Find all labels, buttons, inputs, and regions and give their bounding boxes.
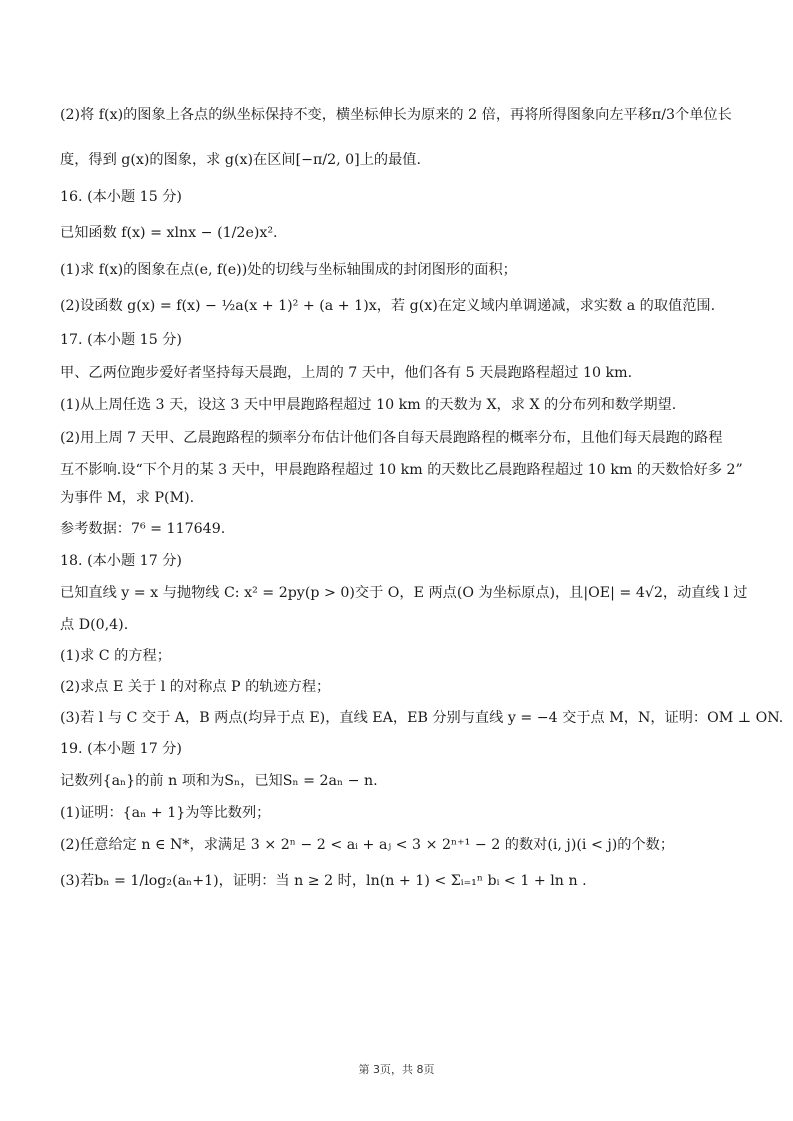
question-heading: 17. (本小题 15 分) xyxy=(60,332,182,348)
text-line: 度，得到 g(x)的图象，求 g(x)在区间[−π/2, 0]上的最值. xyxy=(60,152,421,168)
text-line: (1)证明：{aₙ + 1}为等比数列； xyxy=(60,805,271,821)
text-line: (1)求 f(x)的图象在点(e, f(e))处的切线与坐标轴围成的封闭图形的面积； xyxy=(60,262,517,278)
text-line: 记数列{aₙ}的前 n 项和为Sₙ，已知Sₙ = 2aₙ − n. xyxy=(60,773,378,789)
text-line: (1)从上周任选 3 天，设这 3 天中甲晨跑路程超过 10 km 的天数为 X，求 X 的分布列和数学期望. xyxy=(60,397,677,413)
question-heading: 18. (本小题 17 分) xyxy=(60,553,182,569)
question-heading: 19. (本小题 17 分) xyxy=(60,741,182,757)
text-line: 参考数据：7⁶ = 117649. xyxy=(60,521,226,537)
question-heading: 16. (本小题 15 分) xyxy=(60,189,182,205)
page-footer: 第 3页，共 8页 xyxy=(358,1063,435,1076)
text-line: 已知函数 f(x) = xlnx − (1/2e)x². xyxy=(60,225,278,241)
text-line: 甲、乙两位跑步爱好者坚持每天晨跑，上周的 7 天中，他们各有 5 天晨跑路程超过 10 km. xyxy=(60,365,633,381)
text-line: 为事件 M，求 P(M). xyxy=(60,490,195,506)
text-line: (2)用上周 7 天甲、乙晨跑路程的频率分布估计他们各自每天晨跑路程的概率分布，且他们每天晨跑的路程 xyxy=(60,430,723,446)
text-line: (3)若 l 与 C 交于 A，B 两点(均异于点 E)，直线 EA，EB 分别与直线 y = −4 交于点 M，N，证明：OM ⊥ ON. xyxy=(60,710,784,726)
text-line: (3)若bₙ = 1/log₂(aₙ+1)，证明：当 n ≥ 2 时，ln(n + 1) < Σᵢ₌₁ⁿ bᵢ < 1 + ln n . xyxy=(60,873,587,889)
text-line: (1)求 C 的方程； xyxy=(60,648,171,664)
text-line: (2)求点 E 关于 l 的对称点 P 的轨迹方程； xyxy=(60,679,331,695)
text-line: 已知直线 y = x 与抛物线 C: x² = 2py(p > 0)交于 O，E 两点(O 为坐标原点)，且|OE| = 4√2，动直线 l 过 xyxy=(60,585,748,601)
text-line: 点 D(0,4). xyxy=(60,617,129,633)
text-line: (2)任意给定 n ∈ N*，求满足 3 × 2ⁿ − 2 < aᵢ + aⱼ < 3 × 2ⁿ⁺¹ − 2 的数对(i, j)(i < j)的个数； xyxy=(60,837,675,853)
text-line: (2)设函数 g(x) = f(x) − ½a(x + 1)² + (a + 1)x，若 g(x)在定义域内单调递减，求实数 a 的取值范围. xyxy=(60,298,716,314)
text-line: (2)将 f(x)的图象上各点的纵坐标保持不变，横坐标伸长为原来的 2 倍，再将所得图象向左平移π/3个单位长 xyxy=(60,107,732,123)
text-line: 互不影响.设“下个月的某 3 天中，甲晨跑路程超过 10 km 的天数比乙晨跑路程超过 10 km 的天数恰好多 2” xyxy=(60,462,743,478)
